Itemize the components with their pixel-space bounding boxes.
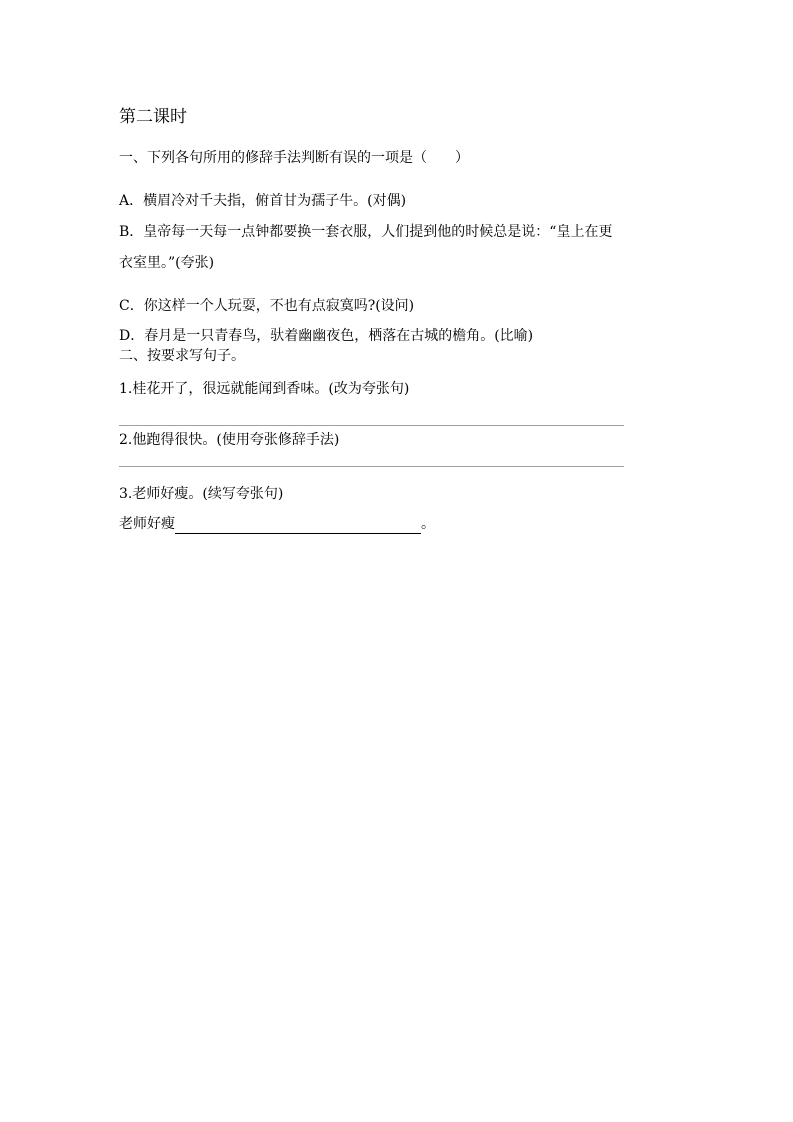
question-3-blank[interactable]: [175, 517, 421, 534]
option-b: B．皇帝每一天每一点钟都要换一套衣服，人们提到他的时候总是说：“皇上在更: [119, 224, 613, 240]
page-title: 第二课时: [119, 107, 187, 127]
question-3-prefix: 老师好瘦: [119, 516, 175, 532]
question-2: 2.他跑得很快。(使用夸张修辞手法): [119, 432, 340, 448]
section1-heading: 一、下列各句所用的修辞手法判断有误的一项是（ ）: [119, 150, 469, 166]
option-a: A．横眉冷对千夫指，俯首甘为孺子牛。(对偶): [119, 193, 407, 209]
answer-line-2[interactable]: [119, 466, 624, 467]
question-3: 3.老师好瘦。(续写夸张句): [119, 486, 284, 502]
question-3-fill-row: [119, 514, 435, 534]
option-d: D．春月是一只青春鸟，驮着幽幽夜色，栖落在古城的檐角。(比喻): [119, 328, 534, 344]
question-1: 1.桂花开了，很远就能闻到香味。(改为夸张句): [119, 381, 410, 397]
section2-heading: 二、按要求写句子。: [119, 348, 245, 364]
option-c: C．你这样一个人玩耍，不也有点寂寞吗?(设问): [119, 298, 415, 314]
option-b-continued: 衣室里。”(夸张): [119, 255, 215, 271]
answer-line-1[interactable]: [119, 425, 624, 426]
question-3-suffix: 。: [421, 516, 435, 532]
